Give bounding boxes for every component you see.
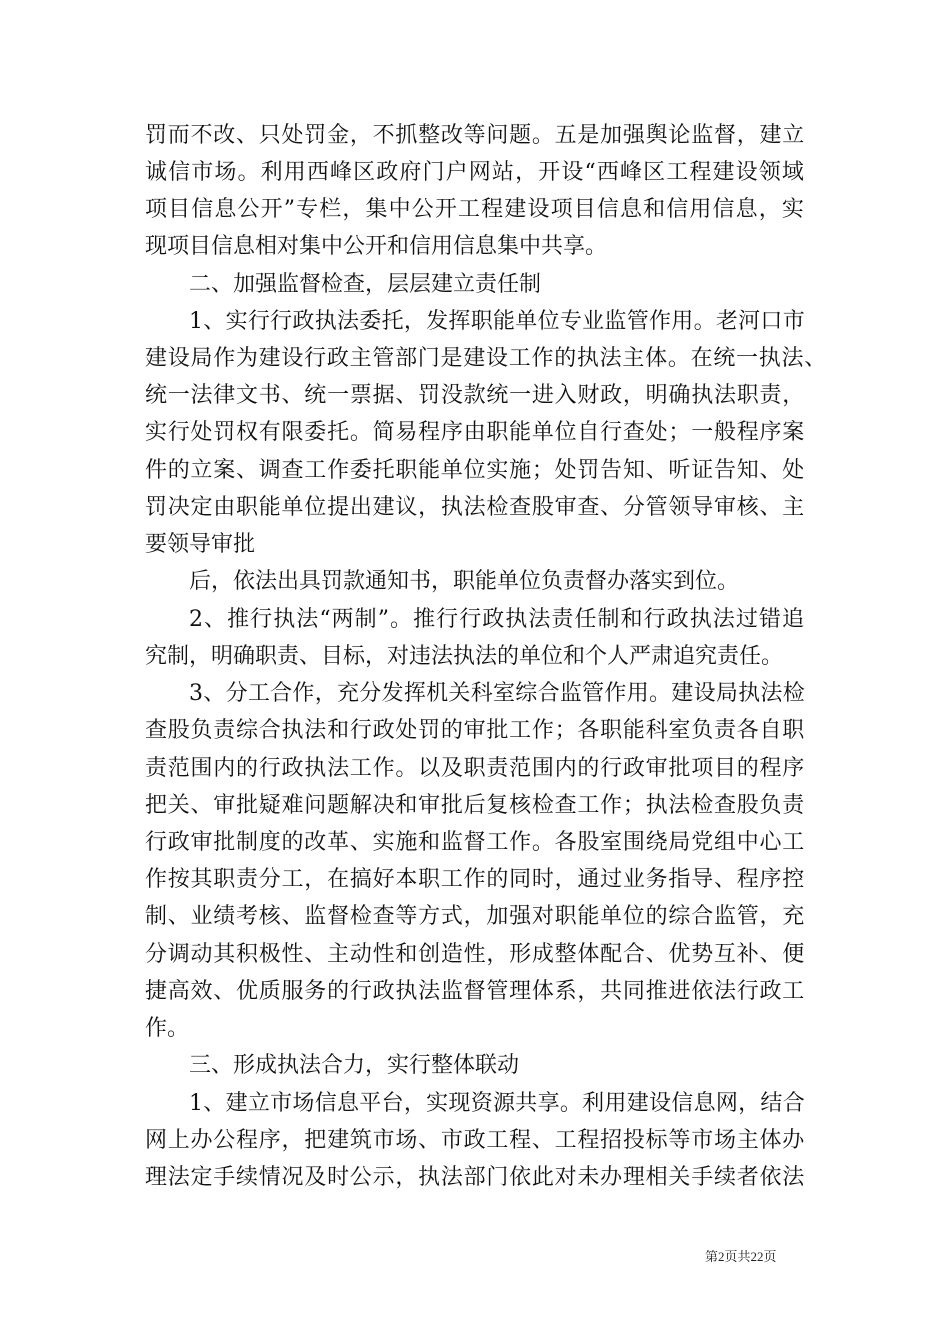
text-line: 1、实行行政执法委托，发挥职能单位专业监管作用。老河口市 — [189, 309, 806, 334]
text-line: 要领导审批 — [145, 532, 256, 557]
footer-middle: 页共 — [724, 1250, 751, 1265]
text-line: 统一法律文书、统一票据、罚没款统一进入财政，明确执法职责， — [145, 383, 805, 408]
text-line: 件的立案、调查工作委托职能单位实施；处罚告知、听证告知、处 — [145, 458, 805, 483]
footer-suffix: 页 — [763, 1250, 777, 1265]
text-line: 1、建立市场信息平台，实现资源共享。利用建设信息网，结合 — [189, 1091, 806, 1116]
section-heading: 三、形成执法合力，实行整体联动 — [189, 1053, 520, 1078]
text-line: 项目信息公开”专栏，集中公开工程建设项目信息和信用信息，实 — [145, 197, 805, 222]
text-line: 罚决定由职能单位提出建议，执法检查股审查、分管领导审核、主 — [145, 495, 805, 520]
text-line: 诚信市场。利用西峰区政府门户网站，开设“西峰区工程建设领域 — [145, 160, 805, 185]
text-line: 行政审批制度的改革、实施和监督工作。各股室围绕局党组中心工 — [145, 830, 805, 855]
text-line: 把关、审批疑难问题解决和审批后复核检查工作；执法检查股负责 — [145, 793, 805, 818]
section-heading: 二、加强监督检查，层层建立责任制 — [189, 272, 542, 297]
text-line: 究制，明确职责、目标，对违法执法的单位和个人严肃追究责任。 — [145, 644, 784, 669]
text-line: 分调动其积极性、主动性和创造性，形成整体配合、优势互补、便 — [145, 942, 805, 967]
text-line: 3、分工合作，充分发挥机关科室综合监管作用。建设局执法检 — [189, 681, 806, 706]
text-line: 作按其职责分工，在搞好本职工作的同时，通过业务指导、程序控 — [145, 867, 805, 892]
text-line: 责范围内的行政执法工作。以及职责范围内的行政审批项目的程序 — [145, 756, 805, 781]
text-line: 网上办公程序，把建筑市场、市政工程、工程招投标等市场主体办 — [145, 1128, 805, 1153]
text-line: 查股负责综合执法和行政处罚的审批工作；各职能科室负责各自职 — [145, 718, 805, 743]
text-line: 作。 — [145, 1016, 190, 1041]
text-line: 2、推行执法“两制”。推行行政执法责任制和行政执法过错追 — [189, 607, 806, 632]
text-line: 罚而不改、只处罚金，不抓整改等问题。五是加强舆论监督，建立 — [145, 123, 805, 148]
text-line: 理法定手续情况及时公示，执法部门依此对未办理相关手续者依法 — [145, 1165, 805, 1190]
text-line: 现项目信息相对集中公开和信用信息集中共享。 — [145, 234, 608, 259]
page-number-footer — [705, 1248, 777, 1267]
text-line: 制、业绩考核、监督检查等方式，加强对职能单位的综合监管，充 — [145, 904, 805, 929]
footer-prefix: 第 — [705, 1250, 719, 1265]
footer-page-number: 2 — [718, 1249, 725, 1264]
text-line: 实行处罚权有限委托。简易程序由职能单位自行查处；一般程序案 — [145, 420, 805, 445]
text-line: 捷高效、优质服务的行政执法监督管理体系，共同推进依法行政工 — [145, 979, 805, 1004]
text-line: 后，依法出具罚款通知书，职能单位负责督办落实到位。 — [189, 569, 740, 594]
text-line: 建设局作为建设行政主管部门是建设工作的执法主体。在统一执法、 — [145, 346, 827, 371]
footer-total-pages: 22 — [750, 1249, 764, 1264]
